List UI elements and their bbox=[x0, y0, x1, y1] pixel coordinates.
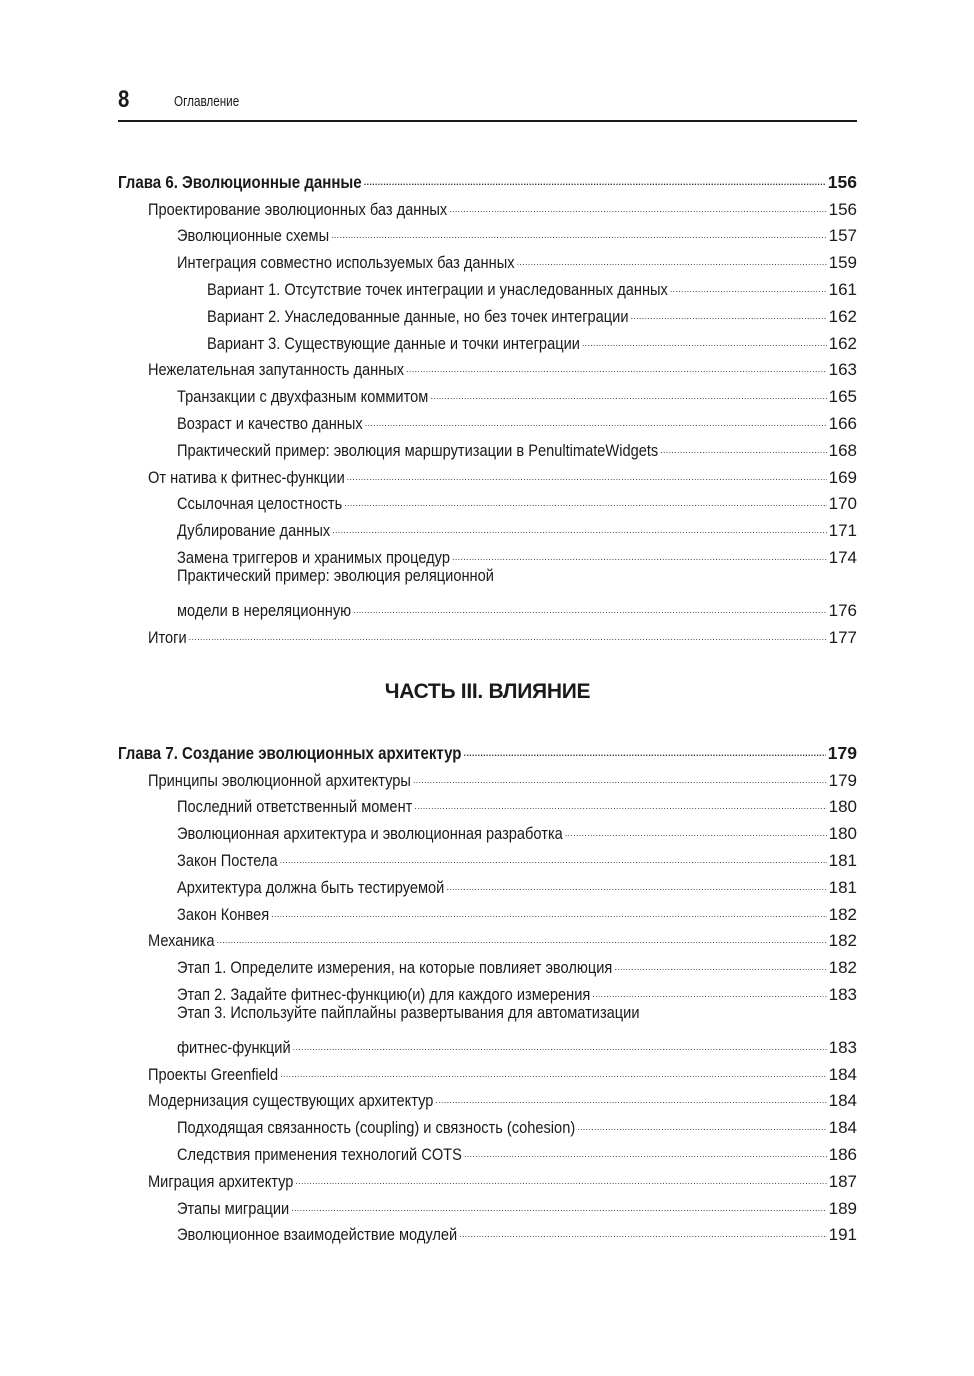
toc-entry-title: Эволюционные схемы bbox=[177, 226, 330, 246]
toc-entry[interactable] bbox=[118, 893, 857, 924]
toc-entry[interactable] bbox=[118, 509, 857, 541]
toc-entry[interactable] bbox=[118, 429, 857, 460]
toc-entry-title: Эволюционное взаимодействие модулей bbox=[177, 1225, 458, 1245]
toc-entry-page: 182 bbox=[828, 904, 857, 924]
toc-entry-title: Ссылочная целостность bbox=[177, 494, 343, 514]
toc-entry-title: Этапы миграции bbox=[177, 1198, 290, 1218]
toc-entry-title: модели в нереляционную bbox=[177, 600, 352, 620]
toc-entry[interactable] bbox=[118, 759, 857, 790]
toc-chapter-7 bbox=[118, 732, 857, 1245]
toc-entry-title: Вариант 3. Существующие данные и точки интеграции bbox=[207, 333, 580, 353]
toc-entry-title: Механика bbox=[148, 931, 215, 951]
toc-entry-title: Архитектура должна быть тестируемой bbox=[177, 877, 445, 897]
toc-entry-title: Этап 3. Используйте пайплайны развертывания для автоматизации bbox=[177, 1002, 640, 1022]
toc-entry-page: 159 bbox=[828, 253, 857, 273]
toc-entry-page: 161 bbox=[828, 279, 857, 299]
toc-entry[interactable] bbox=[118, 839, 857, 870]
toc-entry-title: Возраст и качество данных bbox=[177, 413, 363, 433]
toc-entry-page: 162 bbox=[828, 306, 857, 326]
toc-entry-title: Этап 2. Задайте фитнес-функцию(и) для каждого измерения bbox=[177, 984, 591, 1004]
toc-entry-page: 162 bbox=[828, 333, 857, 353]
toc-chapter-entry[interactable] bbox=[118, 161, 857, 192]
toc-entry-title: Транзакции с двухфазным коммитом bbox=[177, 387, 429, 407]
toc-entry-title: Последний ответственный момент bbox=[177, 797, 413, 817]
dot-leader bbox=[582, 322, 827, 349]
toc-entry-title: Вариант 2. Унаследованные данные, но без точек интеграции bbox=[207, 306, 629, 326]
toc-entry[interactable] bbox=[118, 920, 857, 951]
toc-entry-page: 183 bbox=[828, 984, 857, 1004]
dot-leader bbox=[430, 375, 826, 402]
toc-entry-title: Миграция архитектур bbox=[148, 1171, 294, 1191]
toc-entry-title: Итоги bbox=[148, 627, 187, 647]
dot-leader bbox=[295, 1160, 826, 1187]
dot-leader bbox=[280, 839, 827, 866]
toc-entry-page: 181 bbox=[828, 850, 857, 870]
dot-leader bbox=[291, 1187, 826, 1214]
toc-entry-page: 191 bbox=[828, 1225, 857, 1245]
toc-entry-page: 179 bbox=[828, 770, 857, 790]
toc-entry[interactable] bbox=[118, 866, 857, 897]
running-title: Оглавление bbox=[174, 93, 240, 110]
dot-leader bbox=[452, 536, 827, 563]
toc-entry-page: 156 bbox=[827, 171, 857, 192]
toc-entry-page: 156 bbox=[828, 199, 857, 219]
dot-leader bbox=[592, 973, 826, 1000]
toc-entry-title: От натива к фитнес-функции bbox=[148, 467, 345, 487]
toc-entry-title: Вариант 1. Отсутствие точек интеграции и унаследованных данных bbox=[207, 279, 668, 299]
toc-entry-page: 180 bbox=[828, 824, 857, 844]
toc-entry-page: 171 bbox=[828, 521, 857, 541]
toc-entry-title: Модернизация существующих архитектур bbox=[148, 1091, 434, 1111]
toc-entry-title: Интеграция совместно используемых баз данных bbox=[177, 253, 515, 273]
toc-entry-page: 166 bbox=[828, 413, 857, 433]
toc-entry-title: Замена триггеров и хранимых процедур bbox=[177, 547, 450, 567]
dot-leader bbox=[660, 429, 826, 456]
dot-leader bbox=[353, 589, 827, 616]
toc-entry-title: Глава 7. Создание эволюционных архитектур bbox=[118, 742, 462, 763]
toc-chapter-entry[interactable] bbox=[118, 732, 857, 763]
toc-entry-title: Глава 6. Эволюционные данные bbox=[118, 171, 362, 192]
toc-entry[interactable] bbox=[118, 483, 857, 514]
toc-entry[interactable] bbox=[118, 375, 857, 407]
toc-entry[interactable] bbox=[118, 616, 857, 647]
toc-entry[interactable] bbox=[118, 1026, 857, 1057]
toc-entry-page: 182 bbox=[828, 958, 857, 978]
toc-entry-page: 169 bbox=[828, 467, 857, 487]
dot-leader bbox=[631, 295, 827, 322]
toc-entry-page: 168 bbox=[828, 440, 857, 460]
toc-entry[interactable] bbox=[118, 1187, 857, 1218]
dot-leader bbox=[347, 456, 827, 483]
toc-entry-page: 181 bbox=[828, 877, 857, 897]
dot-leader bbox=[189, 616, 827, 643]
toc-entry[interactable] bbox=[118, 786, 857, 817]
toc-entry-title: Нежелательная запутанность данных bbox=[148, 360, 405, 380]
dot-leader bbox=[365, 402, 827, 429]
toc-entry[interactable] bbox=[118, 188, 857, 219]
toc-entry-page: 184 bbox=[828, 1064, 857, 1084]
toc-chapter-6 bbox=[118, 161, 857, 647]
part-title: ЧАСТЬ III. ВЛИЯНИЕ bbox=[384, 680, 591, 703]
toc-entry-page: 165 bbox=[828, 387, 857, 407]
toc-entry-page: 157 bbox=[828, 226, 857, 246]
toc-entry[interactable] bbox=[118, 456, 857, 487]
toc-entry-line bbox=[118, 563, 857, 589]
dot-leader bbox=[414, 786, 826, 813]
toc-entry[interactable] bbox=[118, 1160, 857, 1191]
toc-entry[interactable] bbox=[118, 1214, 857, 1245]
toc-entry[interactable] bbox=[118, 349, 857, 380]
running-header bbox=[118, 86, 857, 120]
toc-entry-page: 174 bbox=[828, 547, 857, 567]
toc-entry[interactable] bbox=[118, 322, 857, 353]
dot-leader bbox=[670, 268, 827, 295]
toc-entry-page: 180 bbox=[828, 797, 857, 817]
toc-entry-page: 189 bbox=[828, 1198, 857, 1218]
toc-entry[interactable] bbox=[118, 215, 857, 246]
dot-leader bbox=[332, 509, 826, 536]
toc-entry-page: 186 bbox=[828, 1144, 857, 1164]
toc-entry[interactable] bbox=[118, 1053, 857, 1084]
dot-leader bbox=[217, 920, 827, 947]
toc-entry[interactable] bbox=[118, 812, 857, 844]
toc-entry-line bbox=[118, 1000, 857, 1026]
toc-entry[interactable] bbox=[118, 536, 857, 567]
dot-leader bbox=[614, 946, 826, 973]
toc-entry-page: 177 bbox=[828, 627, 857, 647]
dot-leader bbox=[565, 812, 827, 839]
toc-entry-title: Принципы эволюционной архитектуры bbox=[148, 770, 411, 790]
toc-entry-title: Проекты Greenfield bbox=[148, 1064, 279, 1084]
dot-leader bbox=[413, 759, 827, 786]
toc-entry-page: 176 bbox=[828, 600, 857, 620]
toc-entry[interactable] bbox=[118, 1106, 857, 1138]
toc-entry-title: Практический пример: эволюция маршрутизации в PenultimateWidgets bbox=[177, 440, 659, 460]
toc-entry-page: 179 bbox=[827, 742, 857, 763]
toc-entry-page: 163 bbox=[828, 360, 857, 380]
dot-leader bbox=[577, 1106, 826, 1133]
header-rule bbox=[118, 120, 857, 122]
dot-leader bbox=[464, 732, 826, 759]
toc-entry-title: фитнес-функций bbox=[177, 1037, 291, 1057]
toc-entry-title: Практический пример: эволюция реляционной bbox=[177, 565, 494, 585]
toc-entry-title: Следствия применения технологий COTS bbox=[177, 1144, 462, 1164]
dot-leader bbox=[459, 1214, 826, 1241]
toc-entry[interactable] bbox=[118, 241, 857, 273]
toc-entry[interactable] bbox=[118, 1133, 857, 1164]
toc-entry-page: 187 bbox=[828, 1171, 857, 1191]
toc-entry-title: Закон Постела bbox=[177, 850, 278, 870]
dot-leader bbox=[446, 866, 826, 893]
toc-entry[interactable] bbox=[118, 268, 857, 299]
dot-leader bbox=[464, 1133, 827, 1160]
dot-leader bbox=[517, 241, 827, 268]
dot-leader bbox=[344, 483, 826, 510]
dot-leader bbox=[293, 1026, 827, 1053]
page-number: 8 bbox=[118, 86, 130, 113]
dot-leader bbox=[280, 1053, 826, 1080]
toc-entry-title: Дублирование данных bbox=[177, 521, 331, 541]
dot-leader bbox=[449, 188, 826, 215]
dot-leader bbox=[364, 161, 826, 188]
toc-entry-page: 184 bbox=[828, 1118, 857, 1138]
toc-entry[interactable] bbox=[118, 295, 857, 326]
toc-entry-page: 170 bbox=[828, 494, 857, 514]
dot-leader bbox=[271, 893, 826, 920]
toc-entry-title: Эволюционная архитектура и эволюционная разработка bbox=[177, 824, 563, 844]
toc-entry-title: Закон Конвея bbox=[177, 904, 270, 924]
dot-leader bbox=[331, 215, 827, 242]
toc-entry[interactable] bbox=[118, 402, 857, 433]
toc-entry-title: Этап 1. Определите измерения, на которые повлияет эволюция bbox=[177, 958, 613, 978]
toc-entry-page: 182 bbox=[828, 931, 857, 951]
toc-entry-title: Подходящая связанность (coupling) и связность (cohesion) bbox=[177, 1118, 576, 1138]
toc-entry-title: Проектирование эволюционных баз данных bbox=[148, 199, 448, 219]
toc-entry[interactable] bbox=[118, 946, 857, 978]
dot-leader bbox=[406, 349, 827, 376]
toc-entry-page: 184 bbox=[828, 1091, 857, 1111]
dot-leader bbox=[435, 1080, 826, 1107]
toc-entry[interactable] bbox=[118, 1080, 857, 1111]
toc-entry[interactable] bbox=[118, 973, 857, 1004]
toc-entry-page: 183 bbox=[828, 1037, 857, 1057]
toc-entry[interactable] bbox=[118, 589, 857, 620]
